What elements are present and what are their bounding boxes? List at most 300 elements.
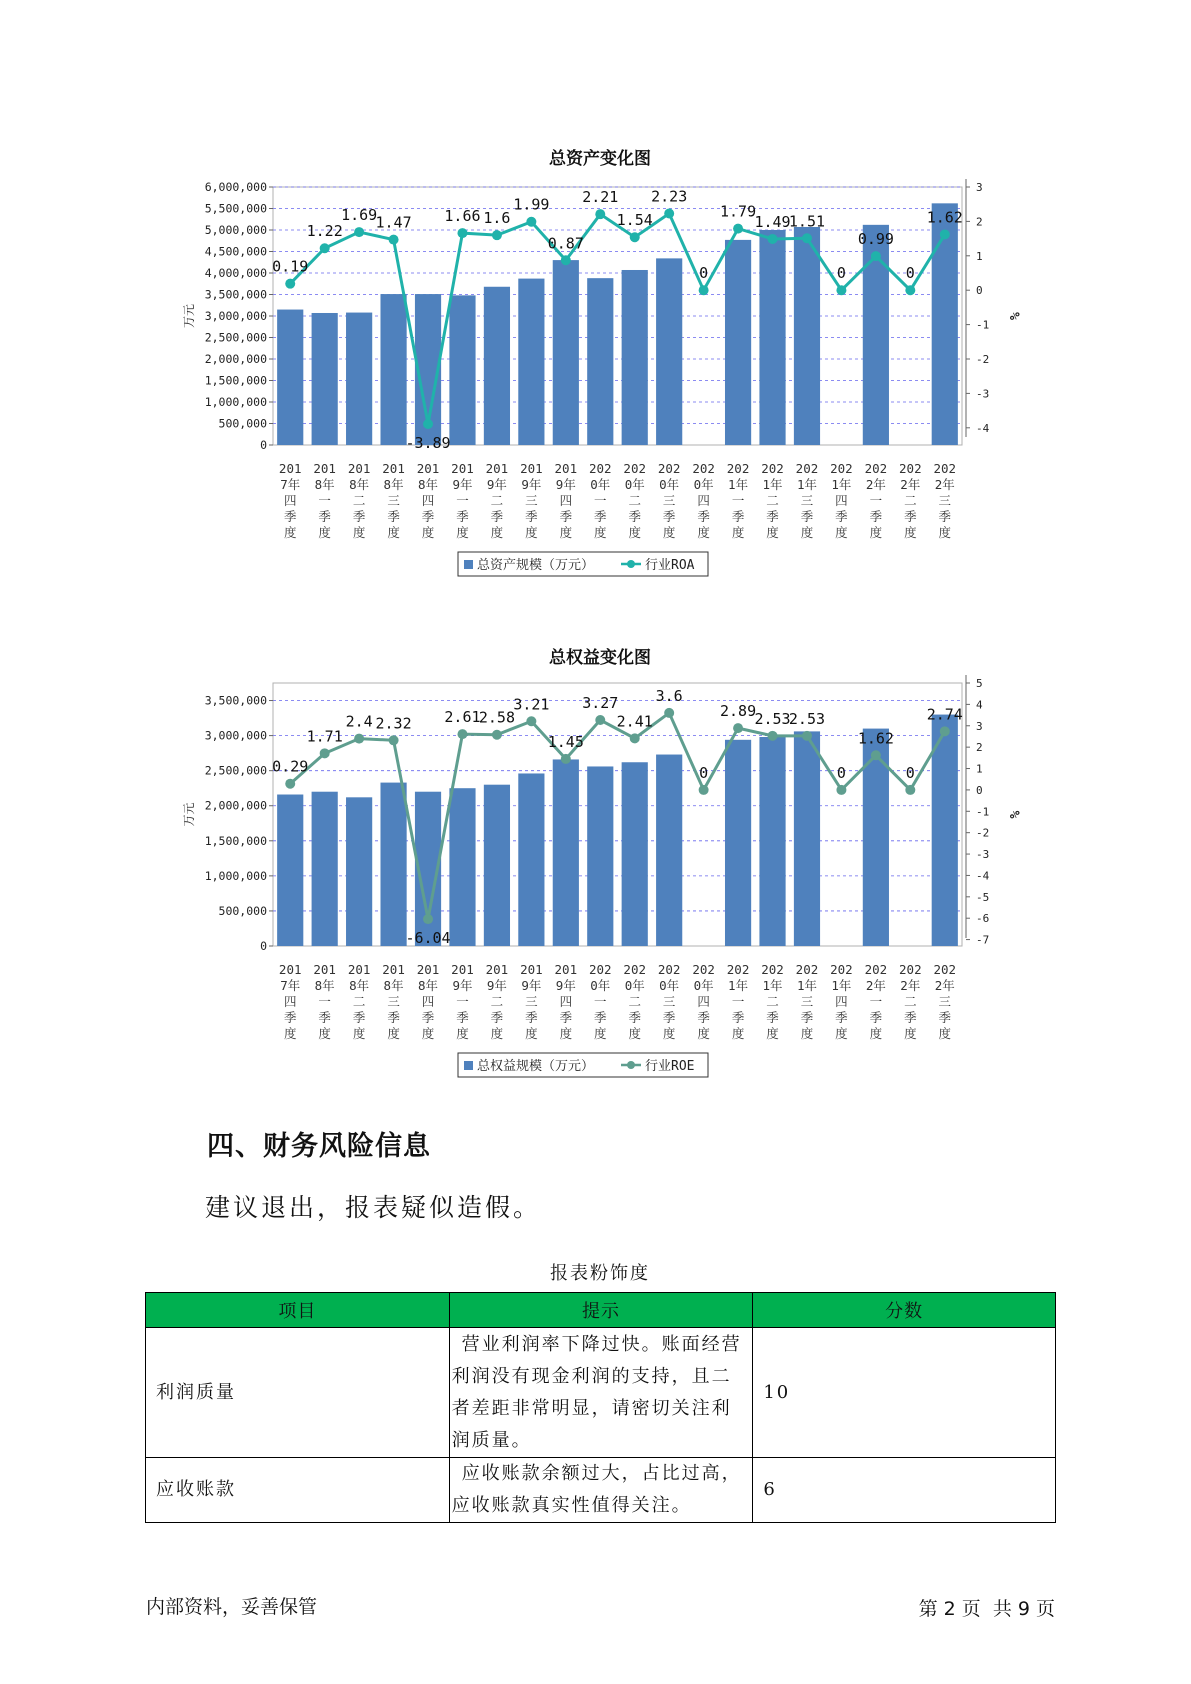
data-label: 2.53 (754, 709, 791, 728)
x-tick-label: 度 (525, 525, 538, 540)
bar (277, 795, 303, 946)
bar (759, 737, 785, 946)
data-label: 1.22 (306, 222, 343, 241)
data-label: 1.99 (513, 195, 550, 214)
x-tick-label: 季 (283, 509, 297, 524)
x-tick-label: 季 (490, 1010, 504, 1025)
y-tick-label: 4,500,000 (204, 244, 267, 259)
x-tick-label: 度 (628, 525, 641, 540)
x-tick-label: 度 (283, 1026, 297, 1041)
x-tick-label: 度 (594, 525, 607, 540)
x-tick-label: 季 (456, 1010, 469, 1025)
x-tick-label: 三 (387, 493, 400, 508)
x-tick-label: 1年 (728, 477, 749, 492)
bar (518, 279, 544, 445)
x-tick-label: 度 (731, 1026, 745, 1041)
x-tick-label: 度 (869, 1026, 883, 1041)
x-tick-label: 0年 (590, 978, 611, 993)
footer-left: 内部资料，妥善保管 (146, 1596, 318, 1618)
x-tick-label: 二 (904, 994, 917, 1009)
x-tick-label: 度 (318, 1026, 331, 1041)
y2-tick-label: -4 (976, 869, 990, 883)
y-tick-label: 2,000,000 (204, 352, 267, 366)
x-tick-label: 季 (594, 1010, 607, 1025)
x-tick-label: 季 (869, 509, 883, 524)
x-tick-label: 7年 (280, 978, 301, 993)
data-label: 0.99 (857, 230, 894, 249)
x-tick-label: 度 (835, 1026, 848, 1041)
x-tick-label: 201 (382, 461, 405, 476)
bar (312, 792, 338, 946)
x-tick-label: 季 (387, 1010, 400, 1025)
bar (725, 740, 751, 946)
x-tick-label: 201 (416, 461, 440, 476)
bar (484, 287, 510, 445)
y-tick-label: 2,000,000 (204, 798, 267, 813)
x-tick-label: 度 (904, 525, 917, 540)
y-tick-label: 3,500,000 (204, 693, 267, 708)
bar (656, 755, 682, 946)
x-tick-label: 季 (628, 509, 641, 524)
y2-tick-label: 2 (976, 741, 983, 755)
line-point (768, 234, 778, 244)
line-point (320, 748, 330, 758)
data-label: 3.27 (582, 693, 619, 712)
line-point (492, 230, 502, 240)
x-tick-label: 8年 (418, 978, 439, 993)
x-tick-label: 7年 (280, 477, 301, 492)
line-point (802, 731, 812, 741)
x-tick-label: 202 (588, 962, 612, 977)
line-point (457, 228, 467, 238)
y-tick-label: 5,000,000 (204, 223, 267, 237)
x-tick-label: 季 (594, 509, 607, 524)
line-point (940, 229, 950, 239)
y-tick-label: 6,000,000 (204, 180, 267, 194)
x-tick-label: 2年 (865, 978, 886, 993)
x-tick-label: 季 (766, 1010, 779, 1025)
x-tick-label: 三 (525, 493, 538, 508)
x-tick-label: 202 (623, 461, 647, 476)
line-point (354, 227, 364, 237)
line-point (561, 754, 571, 764)
line-point (595, 209, 605, 219)
line-point (905, 785, 915, 795)
legend-line-label: 行业ROE (645, 1059, 695, 1074)
x-tick-label: 季 (938, 1010, 952, 1025)
x-tick-label: 一 (731, 994, 745, 1009)
data-label: 0 (905, 264, 915, 283)
row-score: 6 (753, 1458, 1056, 1523)
x-tick-label: 202 (933, 962, 957, 977)
data-label: 3.6 (655, 686, 683, 705)
x-tick-label: 四 (421, 994, 435, 1009)
bar (656, 258, 682, 445)
bar (587, 278, 613, 445)
y2-tick-label: 1 (976, 249, 983, 263)
x-tick-label: 202 (588, 461, 612, 476)
x-tick-label: 201 (278, 461, 302, 476)
data-label: 2.21 (582, 188, 619, 207)
line-point (595, 715, 605, 725)
x-tick-label: 季 (456, 509, 469, 524)
x-tick-label: 三 (800, 994, 814, 1009)
x-tick-label: 度 (904, 1026, 917, 1041)
x-tick-label: 季 (525, 509, 538, 524)
x-tick-label: 二 (766, 994, 779, 1009)
footer-page-number: 第 2 页 共 9 页 (918, 1598, 1055, 1620)
x-tick-label: 202 (761, 461, 784, 476)
x-tick-label: 度 (283, 525, 297, 540)
x-tick-label: 四 (835, 493, 848, 508)
x-tick-label: 一 (318, 994, 331, 1009)
row-item: 应收账款 (146, 1458, 450, 1523)
bar (932, 203, 958, 445)
x-tick-label: 202 (726, 962, 750, 977)
y2-tick-label: 3 (976, 719, 983, 733)
x-tick-label: 8年 (314, 978, 335, 993)
x-tick-label: 202 (795, 461, 819, 476)
x-tick-label: 季 (904, 1010, 917, 1025)
x-tick-label: 9年 (486, 477, 507, 492)
bar (759, 230, 785, 445)
data-label: 1.45 (547, 732, 584, 751)
data-label: 2.41 (616, 712, 653, 731)
x-tick-label: 三 (938, 994, 952, 1009)
equity-chart-title: 总权益变化图 (549, 648, 651, 668)
x-tick-label: 201 (313, 461, 336, 476)
y2-tick-label: -2 (976, 353, 990, 366)
x-tick-label: 201 (554, 461, 578, 476)
x-tick-label: 度 (456, 525, 469, 540)
data-label: 0.29 (272, 757, 309, 776)
row-item: 利润质量 (146, 1328, 450, 1458)
bar (622, 762, 648, 946)
y2-tick-label: 0 (976, 783, 983, 797)
legend-bar-swatch (464, 560, 473, 569)
x-tick-label: 四 (421, 493, 435, 508)
y-tick-label: 1,000,000 (204, 868, 267, 883)
y-tick-label: 1,000,000 (204, 395, 267, 409)
y-tick-label: 3,000,000 (204, 728, 267, 743)
x-tick-label: 202 (657, 461, 681, 476)
line-point (699, 785, 709, 795)
x-tick-label: 季 (835, 509, 848, 524)
data-label: 0.87 (547, 234, 584, 253)
risk-table (145, 1292, 1056, 1523)
x-tick-label: 2年 (934, 978, 955, 993)
x-tick-label: 四 (835, 994, 848, 1009)
x-tick-label: 一 (456, 493, 469, 508)
line-point (768, 731, 778, 741)
x-tick-label: 季 (938, 509, 952, 524)
y2-tick-label: -3 (976, 387, 990, 401)
data-label: 1.79 (720, 202, 757, 221)
x-tick-label: 度 (456, 1026, 469, 1041)
equity-chart (170, 675, 1030, 1095)
bar (449, 295, 475, 445)
line-point (940, 726, 950, 736)
x-tick-label: 0年 (590, 477, 611, 492)
x-tick-label: 201 (520, 962, 543, 977)
x-tick-label: 9年 (555, 978, 576, 993)
line-point (871, 251, 881, 261)
bar (518, 773, 544, 946)
x-tick-label: 季 (800, 1010, 814, 1025)
legend-line-marker (627, 560, 635, 568)
y2-tick-label: 4 (976, 698, 983, 712)
x-tick-label: 度 (421, 525, 435, 540)
y-tick-label: 0 (260, 939, 267, 953)
data-label: 1.66 (444, 207, 481, 226)
x-tick-label: 8年 (314, 477, 335, 492)
y-tick-label: 0 (260, 438, 267, 452)
x-tick-label: 度 (352, 1026, 366, 1041)
y2-tick-label: -4 (976, 421, 990, 435)
line-point (354, 734, 364, 744)
row-score: 10 (753, 1328, 1056, 1458)
x-tick-label: 8年 (349, 978, 370, 993)
data-label: 1.69 (341, 206, 378, 225)
x-tick-label: 季 (283, 1010, 297, 1025)
y-axis-label: 万元 (182, 303, 196, 329)
line-point (630, 733, 640, 743)
line-point (389, 235, 399, 245)
x-tick-label: 1年 (796, 477, 817, 492)
data-label: 2.89 (720, 702, 757, 721)
row-hint: 营业利润率下降过快。账面经营利润没有现金利润的支持，且二者差距非常明显，请密切关注利润质量。 (449, 1328, 753, 1458)
x-tick-label: 季 (731, 509, 745, 524)
x-tick-label: 三 (938, 493, 952, 508)
x-tick-label: 度 (800, 525, 814, 540)
x-tick-label: 季 (766, 509, 779, 524)
x-tick-label: 202 (726, 461, 750, 476)
x-tick-label: 9年 (452, 978, 473, 993)
x-tick-label: 1年 (762, 477, 783, 492)
line-point (905, 285, 915, 295)
line-point (733, 224, 743, 234)
x-tick-label: 季 (869, 1010, 883, 1025)
bar (553, 260, 579, 445)
x-tick-label: 度 (318, 525, 331, 540)
x-tick-label: 202 (692, 962, 715, 977)
x-tick-label: 季 (559, 509, 573, 524)
x-tick-label: 202 (830, 962, 853, 977)
x-tick-label: 度 (628, 1026, 641, 1041)
x-tick-label: 度 (387, 525, 400, 540)
y-tick-label: 2,500,000 (204, 763, 267, 778)
x-tick-label: 202 (657, 962, 681, 977)
line-point (630, 232, 640, 242)
x-tick-label: 季 (559, 1010, 573, 1025)
line-point (526, 217, 536, 227)
legend-bar-swatch (464, 1061, 473, 1070)
x-tick-label: 度 (731, 525, 745, 540)
x-tick-label: 四 (559, 493, 573, 508)
x-tick-label: 201 (451, 962, 474, 977)
x-tick-label: 度 (559, 1026, 573, 1041)
x-tick-label: 度 (490, 525, 504, 540)
y2-tick-label: -3 (976, 848, 990, 862)
line-point (492, 730, 502, 740)
bar (346, 313, 372, 445)
x-tick-label: 三 (662, 493, 676, 508)
x-tick-label: 0年 (659, 477, 680, 492)
x-tick-label: 四 (283, 493, 297, 508)
data-label: 1.62 (857, 729, 894, 748)
x-tick-label: 三 (662, 994, 676, 1009)
header-score: 分数 (753, 1293, 1056, 1328)
data-label: 2.23 (651, 187, 688, 206)
x-tick-label: 2年 (865, 477, 886, 492)
x-tick-label: 度 (594, 1026, 607, 1041)
x-tick-label: 季 (387, 509, 400, 524)
y-axis-label: 万元 (182, 802, 196, 827)
line-point (836, 285, 846, 295)
x-tick-label: 202 (899, 461, 922, 476)
x-tick-label: 度 (352, 525, 366, 540)
line-point (561, 255, 571, 265)
data-label: -3.89 (405, 434, 451, 453)
x-tick-label: 四 (697, 493, 710, 508)
bar (277, 310, 303, 445)
y-tick-label: 1,500,000 (204, 373, 267, 388)
line-point (664, 208, 674, 218)
x-tick-label: 2年 (900, 477, 921, 492)
x-tick-label: 1年 (728, 978, 749, 993)
y-tick-label: 3,500,000 (204, 287, 267, 302)
x-tick-label: 201 (382, 962, 405, 977)
x-tick-label: 2年 (934, 477, 955, 492)
x-tick-label: 度 (869, 525, 883, 540)
bar (449, 788, 475, 946)
x-tick-label: 二 (766, 493, 779, 508)
x-tick-label: 度 (697, 1026, 710, 1041)
y-tick-label: 1,500,000 (204, 833, 267, 848)
y-tick-label: 5,500,000 (204, 201, 267, 216)
x-tick-label: 202 (761, 962, 784, 977)
x-tick-label: 0年 (693, 477, 714, 492)
x-tick-label: 季 (697, 509, 710, 524)
x-tick-label: 一 (869, 994, 883, 1009)
data-label: 1.71 (306, 727, 343, 746)
x-tick-label: 201 (313, 962, 336, 977)
x-tick-label: 季 (904, 509, 917, 524)
row-hint: 应收账款余额过大，占比过高，应收账款真实性值得关注。 (449, 1458, 753, 1523)
x-tick-label: 201 (278, 962, 302, 977)
x-tick-label: 度 (938, 1026, 952, 1041)
x-tick-label: 202 (623, 962, 647, 977)
line-point (699, 285, 709, 295)
bar (380, 294, 406, 445)
y2-tick-label: -6 (976, 912, 990, 926)
x-tick-label: 季 (490, 509, 504, 524)
data-label: 3.21 (513, 695, 550, 714)
y2-tick-label: -1 (976, 318, 990, 332)
x-tick-label: 1年 (831, 978, 852, 993)
x-tick-label: 季 (352, 1010, 366, 1025)
assets-chart (170, 175, 1030, 595)
x-tick-label: 一 (318, 493, 331, 508)
data-label: 2.53 (788, 709, 826, 728)
line-point (457, 729, 467, 739)
x-tick-label: 度 (559, 525, 573, 540)
x-tick-label: 201 (485, 962, 509, 977)
x-tick-label: 度 (421, 1026, 435, 1041)
x-tick-label: 季 (421, 1010, 435, 1025)
bar (794, 731, 820, 946)
data-label: 0.19 (272, 257, 309, 276)
line-point (320, 243, 330, 253)
x-tick-label: 2年 (900, 978, 921, 993)
table-header-row (146, 1293, 1056, 1328)
x-tick-label: 9年 (555, 477, 576, 492)
bar (484, 785, 510, 946)
x-tick-label: 一 (731, 493, 745, 508)
table-row (146, 1328, 1056, 1458)
x-tick-label: 一 (456, 994, 469, 1009)
x-tick-label: 201 (451, 461, 474, 476)
x-tick-label: 季 (525, 1010, 538, 1025)
x-tick-label: 0年 (624, 978, 645, 993)
line-point (526, 716, 536, 726)
data-label: 1.49 (754, 212, 791, 231)
x-tick-label: 度 (938, 525, 952, 540)
y-tick-label: 500,000 (218, 416, 267, 431)
data-label: 0 (905, 763, 915, 782)
x-tick-label: 四 (697, 994, 710, 1009)
header-hint: 提示 (449, 1293, 753, 1328)
x-tick-label: 202 (830, 461, 853, 476)
x-tick-label: 度 (662, 1026, 676, 1041)
bar (794, 227, 820, 445)
bar (346, 797, 372, 946)
bar (380, 783, 406, 946)
data-label: 1.54 (616, 211, 653, 230)
x-tick-label: 度 (387, 1026, 400, 1041)
line-point (423, 419, 433, 429)
x-tick-label: 度 (766, 1026, 779, 1041)
x-tick-label: 202 (899, 962, 922, 977)
x-tick-label: 三 (387, 994, 400, 1009)
header-item: 项目 (146, 1293, 450, 1328)
x-tick-label: 201 (554, 962, 578, 977)
x-tick-label: 9年 (521, 477, 542, 492)
y-tick-label: 3,000,000 (204, 309, 267, 323)
x-tick-label: 季 (318, 509, 331, 524)
x-tick-label: 三 (525, 994, 538, 1009)
data-label: 1.47 (375, 213, 412, 232)
line-point (389, 735, 399, 745)
y-tick-label: 4,000,000 (204, 266, 267, 280)
x-tick-label: 一 (869, 493, 883, 508)
x-tick-label: 8年 (418, 477, 439, 492)
x-tick-label: 季 (352, 509, 366, 524)
bar (312, 313, 338, 445)
x-tick-label: 度 (766, 525, 779, 540)
y2-tick-label: -7 (976, 933, 990, 947)
section-heading: 四、财务风险信息 (207, 1131, 431, 1162)
x-tick-label: 202 (864, 962, 888, 977)
line-point (664, 708, 674, 718)
x-tick-label: 二 (904, 493, 917, 508)
y2-axis-label: % (1006, 810, 1021, 819)
legend-line-marker (627, 1061, 635, 1069)
x-tick-label: 度 (490, 1026, 504, 1041)
line-point (836, 785, 846, 795)
line-point (802, 233, 812, 243)
x-tick-label: 季 (800, 509, 814, 524)
